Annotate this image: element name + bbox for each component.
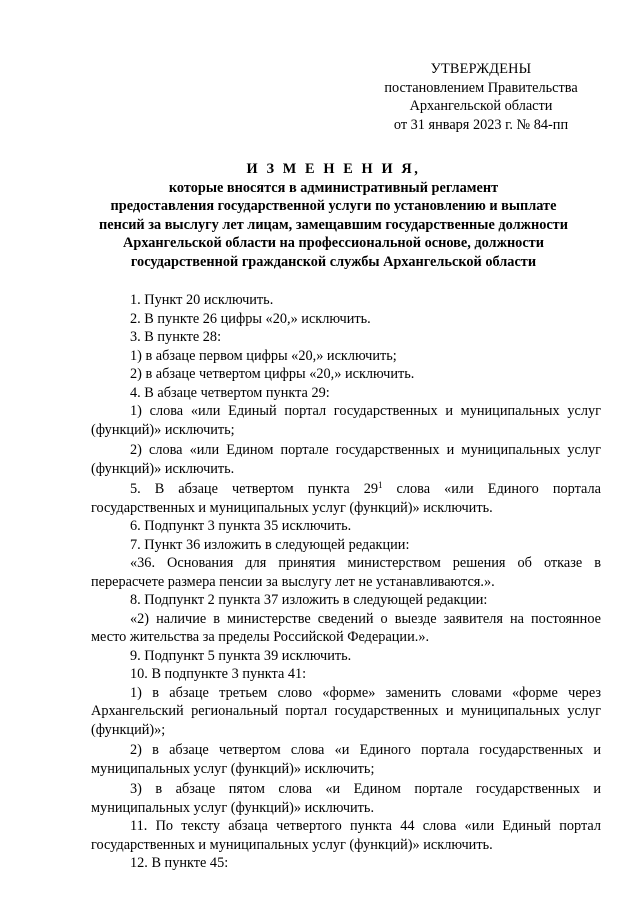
approval-line-3: от 31 января 2023 г. № 84-пп [393, 116, 569, 133]
paragraph-item-4-2: 2) слова «или Едином портале государственных и муниципальных услуг (функций)» исключить. [91, 442, 601, 477]
approval-line-1: постановлением Правительства [384, 79, 578, 96]
paragraph-item-10-3: 3) в абзаце пятом слова «и Едином портале государственных и муниципальных услуг (функций)» исключить. [91, 781, 601, 816]
paragraph-item-8-text: «2) наличие в министерстве сведений о выезде заявителя на постоянное место жительства за пределы Российской Федерации.». [91, 610, 601, 645]
title-line-5: государственной гражданской службы Архангельской области [130, 253, 537, 270]
title-line-2: предоставления государственной услуги по установлению и выплате [110, 198, 557, 214]
paragraph-item-3-1: 1) в абзаце первом цифры «20,» исключить; [130, 347, 397, 364]
paragraph-item-12: 12. В пункте 45: [130, 855, 229, 871]
paragraph-item-10-1: 1) в абзаце третьем слово «форме» заменить словами «форме через Архангельский региональный портал государственных и муниципальных услуг (функций)»; [91, 684, 601, 738]
paragraph-item-9: 9. Подпункт 5 пункта 39 исключить. [130, 647, 352, 664]
paragraph-item-7-text: «36. Основания для принятия министерством решения об отказе в перерасчете размера пенсии за выслугу лет не устанавливаются.». [91, 555, 601, 590]
paragraph-item-2: 2. В пункте 26 цифры «20,» исключить. [130, 310, 371, 327]
paragraph-item-10-2: 2) в абзаце четвертом слова «и Единого портала государственных и муниципальных услуг (функций)» исключить; [91, 742, 601, 777]
item-5-superscript: 1 [378, 480, 383, 490]
title-line-3: пенсий за выслугу лет лицам, замещавшим государственные должности [99, 216, 568, 233]
approval-heading: УТВЕРЖДЕНЫ [430, 61, 532, 77]
item-5-text-end: слова «или Единого портала государственных и муниципальных услуг (функций)» исключить. [91, 481, 601, 516]
paragraph-item-3-2: 2) в абзаце четвертом цифры «20,» исключить. [130, 366, 415, 382]
title-line-1: которые вносятся в административный регламент [168, 179, 499, 196]
approval-line-2: Архангельской области [409, 98, 553, 114]
document-title [60, 160, 607, 271]
paragraph-item-8: 8. Подпункт 2 пункта 37 изложить в следующей редакции: [130, 592, 488, 608]
approval-block [370, 60, 592, 134]
paragraph-item-11: 11. По тексту абзаца четвертого пункта 44 слова «или Единый портал государственных и муниципальных услуг (функций)» исключить. [91, 818, 601, 853]
paragraph-item-7: 7. Пункт 36 изложить в следующей редакции: [130, 536, 410, 553]
item-5-text-start: 5. В абзаце четвертом пункта 29 [130, 481, 379, 497]
title-line-4: Архангельской области на профессиональной основе, должности [123, 235, 544, 251]
paragraph-item-3: 3. В пункте 28: [130, 329, 222, 345]
paragraph-item-1: 1. Пункт 20 исключить. [130, 292, 274, 308]
paragraph-item-5 [91, 480, 601, 517]
paragraph-item-6: 6. Подпункт 3 пункта 35 исключить. [130, 518, 352, 534]
paragraph-item-10: 10. В подпункте 3 пункта 41: [130, 666, 307, 682]
paragraph-item-4: 4. В абзаце четвертом пункта 29: [130, 384, 330, 401]
title-main: И З М Е Н Е Н И Я, [246, 161, 421, 177]
document-body [91, 291, 601, 873]
paragraph-item-4-1: 1) слова «или Единый портал государственных и муниципальных услуг (функций)» исключить; [91, 403, 601, 438]
